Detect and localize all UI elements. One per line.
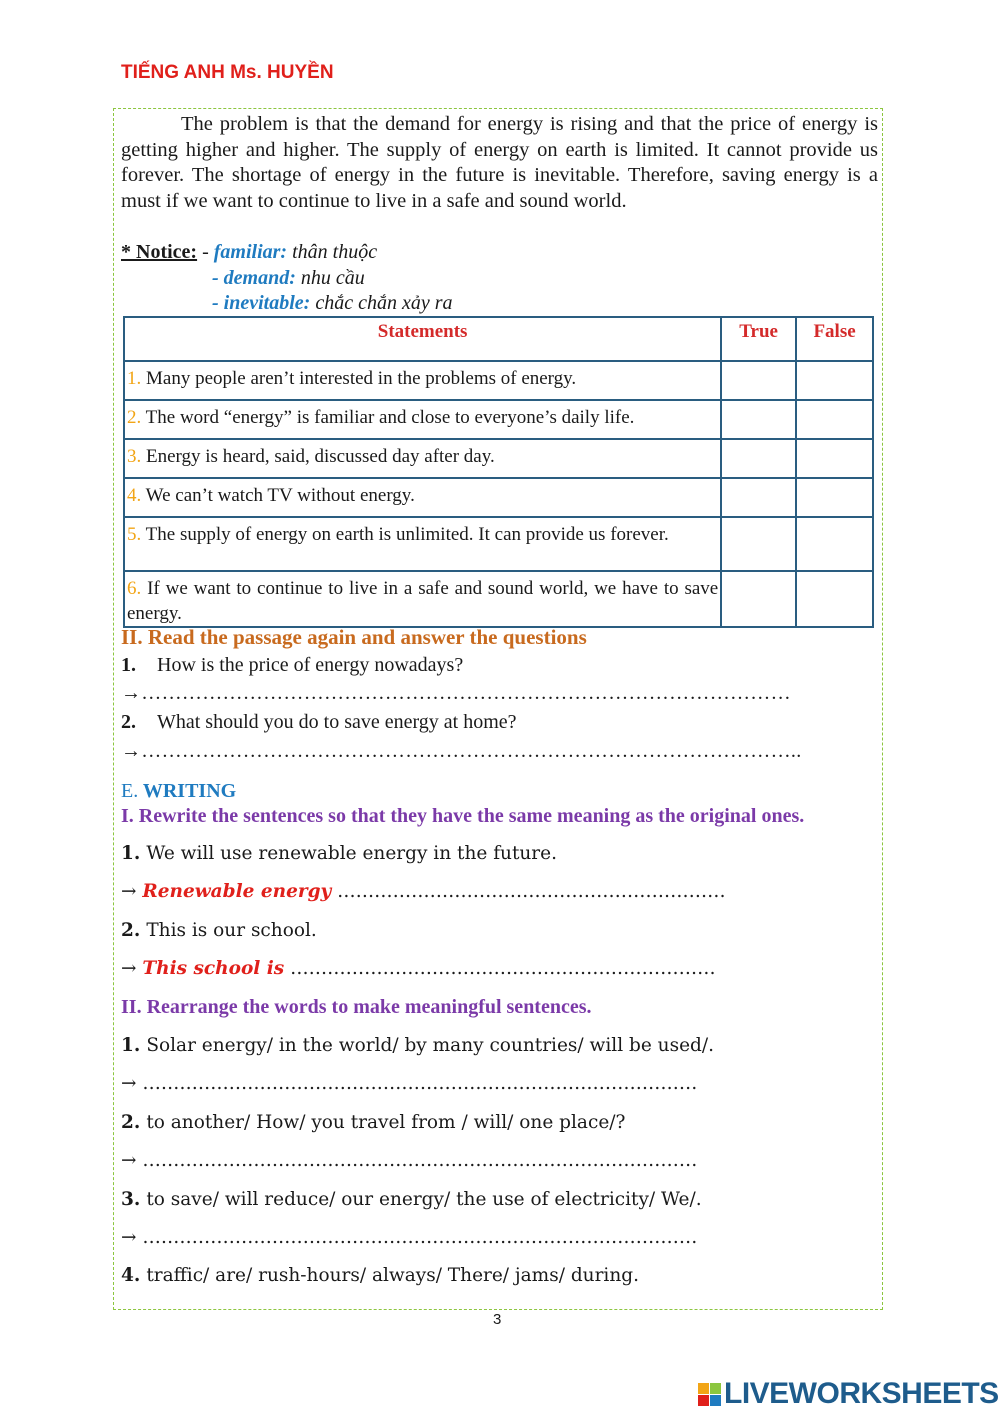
false-answer-cell[interactable] [796, 517, 873, 571]
table-row [124, 439, 873, 478]
vocab-word: demand: [223, 267, 296, 289]
statement-cell: 6. If we want to continue to live in a safe and sound world, we have to save energy. [124, 571, 721, 627]
vocab-word: inevitable: [223, 292, 311, 314]
true-answer-cell[interactable] [721, 361, 796, 400]
table-row [124, 517, 873, 571]
statement-cell: 5. The supply of energy on earth is unlimited. It can provide us forever. [124, 517, 721, 571]
false-answer-cell[interactable] [796, 400, 873, 439]
rewrite-instructions: I. Rewrite the sentences so that they have the same meaning as the original ones. [121, 805, 805, 827]
vocab-meaning: nhu cầu [300, 267, 365, 289]
vocab-meaning: thân thuộc [292, 241, 378, 263]
rearrange-answer-2[interactable]: → ……………………………………………………………………………… [121, 1150, 698, 1171]
notice-line-2: - demand: nhu cầu [212, 267, 365, 289]
question-1: 1. How is the price of energy nowadays? [121, 654, 464, 676]
liveworksheets-logo[interactable] [698, 1377, 999, 1411]
brand-name: LIVEWORKSHEETS [724, 1377, 999, 1410]
page-header: TIẾNG ANH Ms. HUYỀN [121, 62, 334, 83]
false-answer-cell[interactable] [796, 571, 873, 627]
statement-cell: 2. The word “energy” is familiar and close to everyone’s daily life. [124, 400, 721, 439]
true-answer-cell[interactable] [721, 478, 796, 517]
rewrite-sentence-2: 2. This is our school. [121, 920, 317, 941]
rewrite-answer-1[interactable]: → Renewable energy ……………………………………………………… [121, 881, 726, 902]
rearrange-item-4: 4. traffic/ are/ rush-hours/ always/ There/ jams/ during. [121, 1265, 639, 1286]
true-answer-cell[interactable] [721, 400, 796, 439]
answer-line-1[interactable]: →…………………………………………………………………………………… [121, 682, 791, 704]
rearrange-item-3: 3. to save/ will reduce/ our energy/ the use of electricity/ We/. [121, 1189, 702, 1210]
rewrite-sentence-1: 1. We will use renewable energy in the future. [121, 843, 557, 864]
table-row [124, 361, 873, 400]
vocab-word: familiar: [213, 241, 288, 263]
rewrite-answer-2[interactable]: → This school is …………………………………………………………… [121, 958, 716, 979]
notice-label: * Notice: [121, 241, 198, 263]
table-row [124, 400, 873, 439]
liveworksheets-logo-icon [698, 1383, 721, 1406]
true-answer-cell[interactable] [721, 439, 796, 478]
notice-line-3: - inevitable: chắc chắn xảy ra [212, 292, 453, 314]
notice-line-1: * Notice: - familiar: thân thuộc [121, 241, 378, 263]
true-answer-cell[interactable] [721, 517, 796, 571]
table-row [124, 478, 873, 517]
statement-cell: 1. Many people aren’t interested in the problems of energy. [124, 361, 721, 400]
rearrange-instructions: II. Rearrange the words to make meaningful sentences. [121, 996, 592, 1018]
table-header-row [124, 317, 873, 361]
false-answer-cell[interactable] [796, 439, 873, 478]
page-number: 3 [493, 1311, 502, 1328]
section-2-title: II. Read the passage again and answer the questions [121, 625, 587, 649]
reading-passage [121, 112, 878, 214]
answer-line-2[interactable]: →…………………………………………………………………………………….. [121, 740, 802, 762]
false-answer-cell[interactable] [796, 361, 873, 400]
true-false-table [123, 316, 874, 628]
statement-cell: 4. We can’t watch TV without energy. [124, 478, 721, 517]
rearrange-answer-1[interactable]: → ……………………………………………………………………………… [121, 1073, 698, 1094]
true-answer-cell[interactable] [721, 571, 796, 627]
rearrange-answer-3[interactable]: → ……………………………………………………………………………… [121, 1227, 698, 1248]
header-false: False [796, 317, 873, 361]
writing-heading: E. WRITING [121, 780, 237, 802]
question-2: 2. What should you do to save energy at home? [121, 711, 517, 733]
header-true: True [721, 317, 796, 361]
passage-text: The problem is that the demand for energy is rising and that the price of energy is getting higher and higher. The supply of energy on earth is limited. It cannot provide us forever. The shortage of energy in the future is inevitable. Therefore, saving energy is a must if we want to continue to live in a safe and sound world. [121, 113, 878, 212]
vocab-meaning: chắc chắn xảy ra [315, 292, 453, 314]
rearrange-item-2: 2. to another/ How/ you travel from / will/ one place/? [121, 1112, 626, 1133]
header-statements: Statements [124, 317, 721, 361]
rearrange-item-1: 1. Solar energy/ in the world/ by many countries/ will be used/. [121, 1035, 714, 1056]
statement-cell: 3. Energy is heard, said, discussed day after day. [124, 439, 721, 478]
table-row [124, 571, 873, 627]
false-answer-cell[interactable] [796, 478, 873, 517]
